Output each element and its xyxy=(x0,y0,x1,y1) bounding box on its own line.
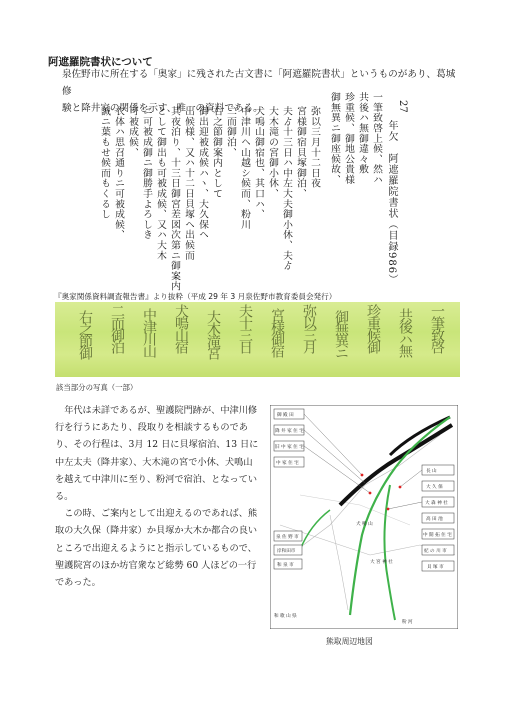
body-text xyxy=(55,402,260,591)
brush-stroke: 御無異ニ xyxy=(333,310,349,358)
body-paragraph-2: この時、ご案内として出迎えるのであれば、熊取の大久保（降井家）か貝塚か大木か都合の良いところで出迎えるようにと指示しているもので、聖護院宮のほか坊官衆など総勢 60 人ほどの一行であった。 xyxy=(55,508,258,589)
brush-stroke: 二而御泊 xyxy=(109,304,125,352)
doc-column: 右之節御案内として xyxy=(211,106,222,199)
doc-column: ニ可被成御ニ御勝手よろしき xyxy=(141,106,152,240)
brush-stroke: 宮様御宿 xyxy=(269,308,285,356)
doc-column: 宮様御宿貝塚御泊、 xyxy=(295,106,306,199)
map-label-box xyxy=(422,545,454,555)
map-label-box xyxy=(274,545,302,555)
svg-text:御 殿 田: 御 殿 田 xyxy=(277,413,294,418)
svg-text:降 井 家 住 宅: 降 井 家 住 宅 xyxy=(275,429,304,434)
section-heading: 阿遮羅院書状について xyxy=(48,56,153,68)
map-label-box xyxy=(422,481,454,491)
map-label: 犬 鳴 山 xyxy=(356,522,373,527)
doc-column: 共後ハ無御違々敷 xyxy=(357,92,368,175)
document-title: 年欠 阿遮羅院書状（目録986） xyxy=(386,120,397,286)
map-marker xyxy=(387,508,390,511)
svg-text:大 久 保: 大 久 保 xyxy=(426,485,443,490)
doc-column: 二而御泊、 xyxy=(225,106,236,158)
svg-text:高 田 池: 高 田 池 xyxy=(426,517,443,522)
map-label-box xyxy=(422,561,454,571)
source-caption: 『奥家関係資料調査報告書』より抜粋（平成 29 年 3 月泉佐野市教育委員会発行） xyxy=(54,292,337,301)
doc-column: 衣体ハ思召通りニ可被成候、 xyxy=(113,106,124,240)
svg-text:旧 中 家 住 宅: 旧 中 家 住 宅 xyxy=(275,445,304,450)
doc-column: 一筆致啓上候、然ハ xyxy=(371,92,382,185)
brush-stroke: 中津川山 xyxy=(141,308,157,356)
map-marker xyxy=(369,492,372,495)
svg-text:中 家 住 宅: 中 家 住 宅 xyxy=(276,461,299,466)
map-label-box xyxy=(274,457,304,467)
svg-text:貝 塚 市: 貝 塚 市 xyxy=(427,565,444,570)
svg-text:岸和田市: 岸和田市 xyxy=(277,549,296,554)
svg-text:大 森 神 社: 大 森 神 社 xyxy=(425,501,448,506)
brush-stroke: 珍重候御 xyxy=(365,304,381,352)
intro-line-1: 泉佐野市に所在する「奥家」に残された古文書に「阿遮羅院書状」というものがあり、葛城修 xyxy=(62,69,456,97)
photo-caption: 該当部分の写真（一部） xyxy=(56,383,138,392)
doc-column: 御出迎被成候ハヽ、大久保ヘ xyxy=(197,106,208,240)
svg-text:中 開 拓 住 宅: 中 開 拓 住 宅 xyxy=(423,533,452,538)
brush-stroke: 共後ハ無 xyxy=(397,308,413,356)
doc-column: として御出も可被成候、又ハ大木 xyxy=(155,106,166,261)
map-label-box xyxy=(422,513,454,523)
brush-stroke: 右之節御 xyxy=(77,310,93,358)
brush-stroke: 大木滝宮 xyxy=(205,310,221,358)
body-paragraph-1: 年代は未詳であるが、聖護院門跡が、中津川修行を行うにあたり、段取りを相談するものであり、その行程は、3月 12 日に貝塚宿泊、13 日に中左太夫（降井家）、大木滝の宮で小休、犬鳴山を越えて中津川に至り、粉河で宿泊、となっている。 xyxy=(55,405,259,503)
map-label-box xyxy=(274,441,304,451)
svg-text:泉 佐 野 市: 泉 佐 野 市 xyxy=(276,535,299,540)
map-label-box xyxy=(274,425,304,435)
doc-column: 犬鳴山御宿也、其口ハ、 xyxy=(253,106,264,220)
svg-text:長 山: 長 山 xyxy=(426,469,437,474)
map-label: 粉 河 xyxy=(402,620,413,625)
map-marker xyxy=(399,486,402,489)
doc-column: 珍重候、御地公貴様 xyxy=(343,92,354,185)
svg-text:紀 の 川 市: 紀 の 川 市 xyxy=(424,549,447,554)
map-label-box xyxy=(422,465,454,475)
doc-column: 大木滝の宮御小休、 xyxy=(267,106,278,199)
doc-column: 弥以三月十二日夜 xyxy=(309,106,320,189)
doc-column: 中津川ヘ山越シ候而、粉川 xyxy=(239,106,250,230)
brush-stroke: 弥以三月 xyxy=(301,304,317,352)
doc-column: 誠ニ葉もせ候而もくるし xyxy=(99,106,110,220)
brush-stroke: 一筆致啓 xyxy=(429,304,445,352)
svg-text:和 泉 市: 和 泉 市 xyxy=(277,563,294,568)
document-photo xyxy=(55,302,460,377)
map-caption: 熊取周辺地図 xyxy=(326,637,373,646)
map-label-box xyxy=(422,529,454,539)
map-label-box xyxy=(274,559,302,569)
brush-stroke: 犬鳴山宿 xyxy=(173,304,189,352)
doc-column: 其夜泊り、十三日御宮差図次第ニ御案内 xyxy=(169,106,180,292)
doc-column: 出候様、又ハ十二日貝塚ヘ出候而 xyxy=(183,106,194,261)
map-label: 和 歌 山 県 xyxy=(274,614,297,619)
brush-stroke: 夫十三日 xyxy=(237,304,253,352)
document-number: 27 xyxy=(397,100,408,113)
map-label: 大 宮 神 社 xyxy=(370,560,393,565)
doc-column: 可被成候、 xyxy=(127,106,138,158)
doc-column: 夫ゟ十三日ハ中左大夫御小休、夫ゟ xyxy=(281,106,292,271)
map-label-box xyxy=(422,497,454,507)
area-map xyxy=(270,405,458,629)
map-marker xyxy=(361,474,364,477)
vertical-document xyxy=(88,92,428,297)
doc-column: 御無異ニ御座候故、 xyxy=(329,92,340,185)
map-label-box xyxy=(274,531,302,541)
map-label-box xyxy=(274,409,304,419)
intro-line-2: 験と降井家の関係を示す、唯一の資料である。 xyxy=(62,103,263,114)
